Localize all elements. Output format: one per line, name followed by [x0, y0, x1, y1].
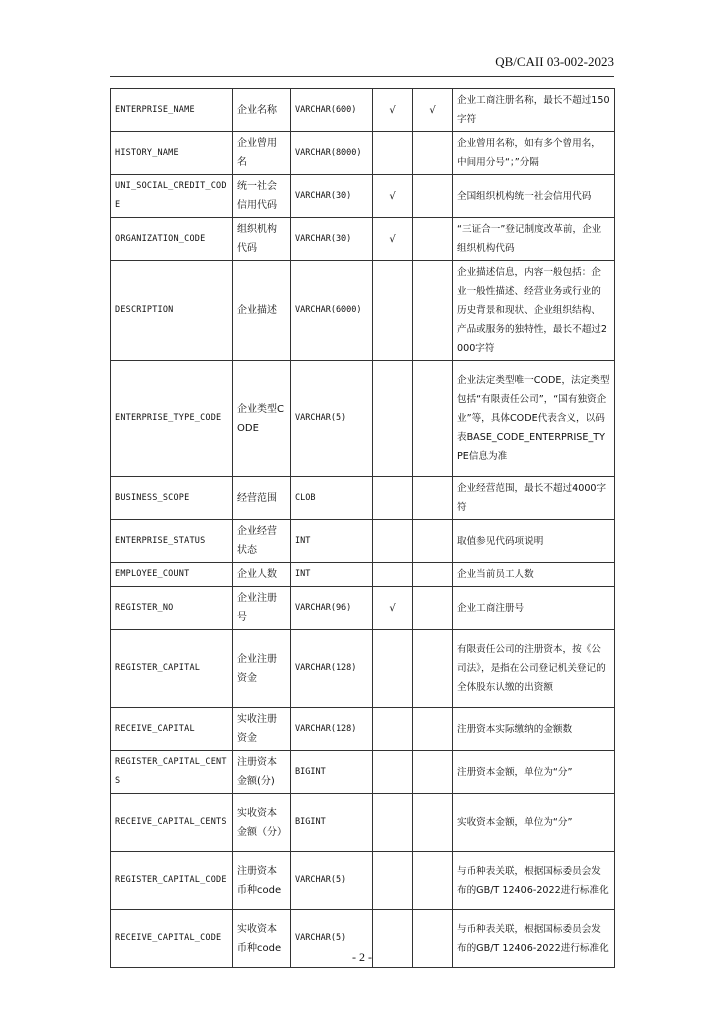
field-description-cell: 注册资本金额，单位为“分” [453, 751, 615, 794]
field-description-cell: 企业法定类型唯一CODE，法定类型包括“有限责任公司”，“国有独资企业”等，具体CODE代表含义，以码表BASE_CODE_ENTERPRISE_TYPE信息为准 [453, 361, 615, 477]
check-cell-1 [373, 477, 413, 520]
field-description-cell: 全国组织机构统一社会信用代码 [453, 175, 615, 218]
field-name-cell: 企业名称 [233, 89, 291, 132]
table-row [111, 477, 615, 520]
field-description-cell: 企业当前员工人数 [453, 563, 615, 587]
field-description-cell: 企业工商注册号 [453, 587, 615, 630]
check-cell-2 [413, 630, 453, 708]
field-code-cell: REGISTER_NO [111, 587, 233, 630]
table-row [111, 175, 615, 218]
field-description-cell: 注册资本实际缴纳的金额数 [453, 708, 615, 751]
field-description-cell: “三证合一”登记制度改革前，企业组织机构代码 [453, 218, 615, 261]
field-type-cell: VARCHAR(5) [291, 361, 373, 477]
field-code-cell: EMPLOYEE_COUNT [111, 563, 233, 587]
field-description-cell: 与币种表关联，根据国标委员会发布的GB/T 12406-2022进行标准化 [453, 910, 615, 968]
field-description-cell: 取值参见代码项说明 [453, 520, 615, 563]
field-type-cell: VARCHAR(5) [291, 852, 373, 910]
check-cell-1: √ [373, 89, 413, 132]
field-name-cell: 企业描述 [233, 261, 291, 361]
field-description-cell: 与币种表关联，根据国标委员会发布的GB/T 12406-2022进行标准化 [453, 852, 615, 910]
field-name-cell: 企业曾用名 [233, 132, 291, 175]
check-cell-2 [413, 261, 453, 361]
field-type-cell: BIGINT [291, 794, 373, 852]
check-cell-1 [373, 794, 413, 852]
field-name-cell: 企业类型CODE [233, 361, 291, 477]
field-name-cell: 注册资本金额(分) [233, 751, 291, 794]
check-cell-1 [373, 708, 413, 751]
check-cell-1 [373, 132, 413, 175]
header-rule [110, 76, 614, 77]
field-name-cell: 经营范围 [233, 477, 291, 520]
field-name-cell: 企业注册资金 [233, 630, 291, 708]
field-code-cell: REGISTER_CAPITAL [111, 630, 233, 708]
check-cell-1 [373, 751, 413, 794]
check-cell-2 [413, 852, 453, 910]
table-row [111, 520, 615, 563]
check-cell-1 [373, 261, 413, 361]
check-cell-1: √ [373, 218, 413, 261]
table-row [111, 708, 615, 751]
field-code-cell: REGISTER_CAPITAL_CODE [111, 852, 233, 910]
check-cell-2: √ [413, 89, 453, 132]
field-type-cell: VARCHAR(128) [291, 630, 373, 708]
table-row [111, 218, 615, 261]
field-name-cell: 注册资本币种code [233, 852, 291, 910]
table-row [111, 132, 615, 175]
check-cell-1 [373, 630, 413, 708]
check-cell-2 [413, 563, 453, 587]
check-cell-2 [413, 477, 453, 520]
check-cell-1: √ [373, 587, 413, 630]
table-row [111, 587, 615, 630]
field-code-cell: HISTORY_NAME [111, 132, 233, 175]
check-cell-2 [413, 361, 453, 477]
field-type-cell: BIGINT [291, 751, 373, 794]
field-name-cell: 企业注册号 [233, 587, 291, 630]
field-name-cell: 实收资本币种code [233, 910, 291, 968]
field-type-cell: VARCHAR(6000) [291, 261, 373, 361]
check-cell-1 [373, 520, 413, 563]
table-row [111, 89, 615, 132]
field-type-cell: VARCHAR(96) [291, 587, 373, 630]
check-cell-2 [413, 175, 453, 218]
check-cell-1 [373, 563, 413, 587]
field-code-cell: DESCRIPTION [111, 261, 233, 361]
field-code-cell: ENTERPRISE_TYPE_CODE [111, 361, 233, 477]
field-description-cell: 企业经营范围，最长不超过4000字符 [453, 477, 615, 520]
field-name-cell: 实收注册资金 [233, 708, 291, 751]
table-row [111, 361, 615, 477]
field-code-cell: UNI_SOCIAL_CREDIT_CODE [111, 175, 233, 218]
check-cell-2 [413, 132, 453, 175]
field-type-cell: INT [291, 520, 373, 563]
table-row [111, 261, 615, 361]
field-type-cell: VARCHAR(5) [291, 910, 373, 968]
field-type-cell: VARCHAR(30) [291, 175, 373, 218]
table-row [111, 751, 615, 794]
field-description-cell: 实收资本金额，单位为“分” [453, 794, 615, 852]
field-name-cell: 统一社会信用代码 [233, 175, 291, 218]
field-code-cell: ENTERPRISE_NAME [111, 89, 233, 132]
table-row [111, 852, 615, 910]
field-type-cell: VARCHAR(30) [291, 218, 373, 261]
document-code: QB/CAII 03-002-2023 [495, 54, 614, 69]
field-description-cell: 企业描述信息，内容一般包括：企业一般性描述、经营业务或行业的历史背景和现状、企业组织结构、产品或服务的独特性，最长不超过2000字符 [453, 261, 615, 361]
check-cell-2 [413, 794, 453, 852]
field-type-cell: VARCHAR(600) [291, 89, 373, 132]
field-description-cell: 有限责任公司的注册资本，按《公司法》，是指在公司登记机关登记的全体股东认缴的出资额 [453, 630, 615, 708]
page-number: - 2 - [352, 950, 372, 964]
field-description-cell: 企业曾用名称，如有多个曾用名，中间用分号“；”分隔 [453, 132, 615, 175]
field-name-cell: 实收资本金额（分） [233, 794, 291, 852]
table-row [111, 794, 615, 852]
check-cell-1: √ [373, 175, 413, 218]
check-cell-1 [373, 852, 413, 910]
check-cell-1 [373, 361, 413, 477]
field-definition-table [110, 88, 615, 968]
check-cell-2 [413, 520, 453, 563]
field-name-cell: 企业经营状态 [233, 520, 291, 563]
field-type-cell: CLOB [291, 477, 373, 520]
field-code-cell: ENTERPRISE_STATUS [111, 520, 233, 563]
field-description-cell: 企业工商注册名称，最长不超过150字符 [453, 89, 615, 132]
field-code-cell: RECEIVE_CAPITAL_CENTS [111, 794, 233, 852]
check-cell-2 [413, 751, 453, 794]
field-code-cell: RECEIVE_CAPITAL [111, 708, 233, 751]
field-name-cell: 企业人数 [233, 563, 291, 587]
field-name-cell: 组织机构代码 [233, 218, 291, 261]
field-code-cell: BUSINESS_SCOPE [111, 477, 233, 520]
field-code-cell: RECEIVE_CAPITAL_CODE [111, 910, 233, 968]
field-type-cell: INT [291, 563, 373, 587]
field-code-cell: ORGANIZATION_CODE [111, 218, 233, 261]
field-code-cell: REGISTER_CAPITAL_CENTS [111, 751, 233, 794]
check-cell-2 [413, 708, 453, 751]
table-row [111, 563, 615, 587]
table-row [111, 630, 615, 708]
field-type-cell: VARCHAR(8000) [291, 132, 373, 175]
check-cell-2 [413, 587, 453, 630]
field-type-cell: VARCHAR(128) [291, 708, 373, 751]
check-cell-2 [413, 218, 453, 261]
